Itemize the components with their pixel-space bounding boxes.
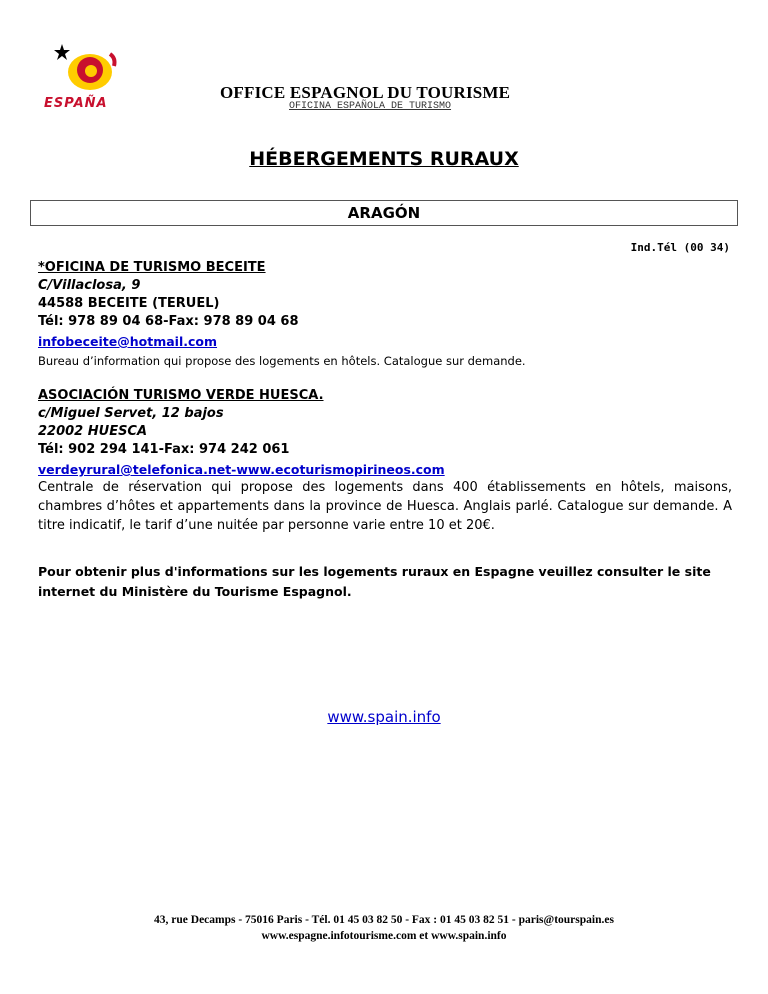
more-info-note: Pour obtenir plus d'informations sur les logements ruraux en Espagne veuillez consulter le site internet du Ministère du Tourisme Espagnol. [38, 564, 711, 599]
listing-city: 22002 HUESCA [38, 424, 148, 439]
footer-address: 43, rue Decamps - 75016 Paris - Tél. 01 45 03 82 50 - Fax : 01 45 03 82 51 - paris@tourspain.es [154, 914, 614, 926]
footer-websites: www.espagne.infotourisme.com et www.spain.info [261, 930, 507, 942]
logo-wordmark: ESPAÑA [44, 96, 108, 111]
listing-description: Centrale de réservation qui propose des logements dans 400 établissements en hôtels, maisons, chambres d’hôtes et appartements dans la province de Huesca. Anglais parlé. Catalogue sur demande. A titre indicatif, le tarif d’une nuitée par personne varie entre 10 et 20€. [38, 480, 732, 533]
listing-description: Bureau d’information qui propose des logements en hôtels. Catalogue sur demande. [38, 354, 526, 368]
listing-phone: Tél: 902 294 141-Fax: 974 242 061 [38, 442, 290, 457]
listing-huesca [38, 387, 732, 535]
international-dial-code: Ind.Tél (00 34) [630, 241, 730, 254]
office-title: OFFICE ESPAGNOL DU TOURISME [220, 83, 511, 102]
listing-beceite [38, 259, 732, 370]
listing-email-link[interactable]: infobeceite@hotmail.com [38, 334, 218, 349]
spain-info-link[interactable]: www.spain.info [327, 708, 441, 726]
region-name: ARAGÓN [347, 204, 421, 222]
listing-email-web-link[interactable]: verdeyrural@telefonica.net-www.ecoturismopirineos.com [38, 462, 445, 477]
listing-city: 44588 BECEITE (TERUEL) [38, 296, 220, 311]
footer [0, 912, 768, 944]
listing-phone: Tél: 978 89 04 68-Fax: 978 89 04 68 [38, 314, 299, 329]
listing-address: C/Villaclosa, 9 [38, 278, 141, 293]
region-header [30, 200, 738, 226]
listing-name: *OFICINA DE TURISMO BECEITE [38, 260, 266, 275]
espana-logo [40, 40, 124, 116]
sun-logo-icon [40, 40, 124, 100]
office-subtitle: OFICINA ESPAÑOLA DE TURISMO [289, 101, 452, 112]
page-title: HÉBERGEMENTS RURAUX [249, 148, 519, 170]
listing-address: c/Miguel Servet, 12 bajos [38, 406, 224, 421]
listing-name: ASOCIACIÓN TURISMO VERDE HUESCA. [38, 388, 324, 403]
